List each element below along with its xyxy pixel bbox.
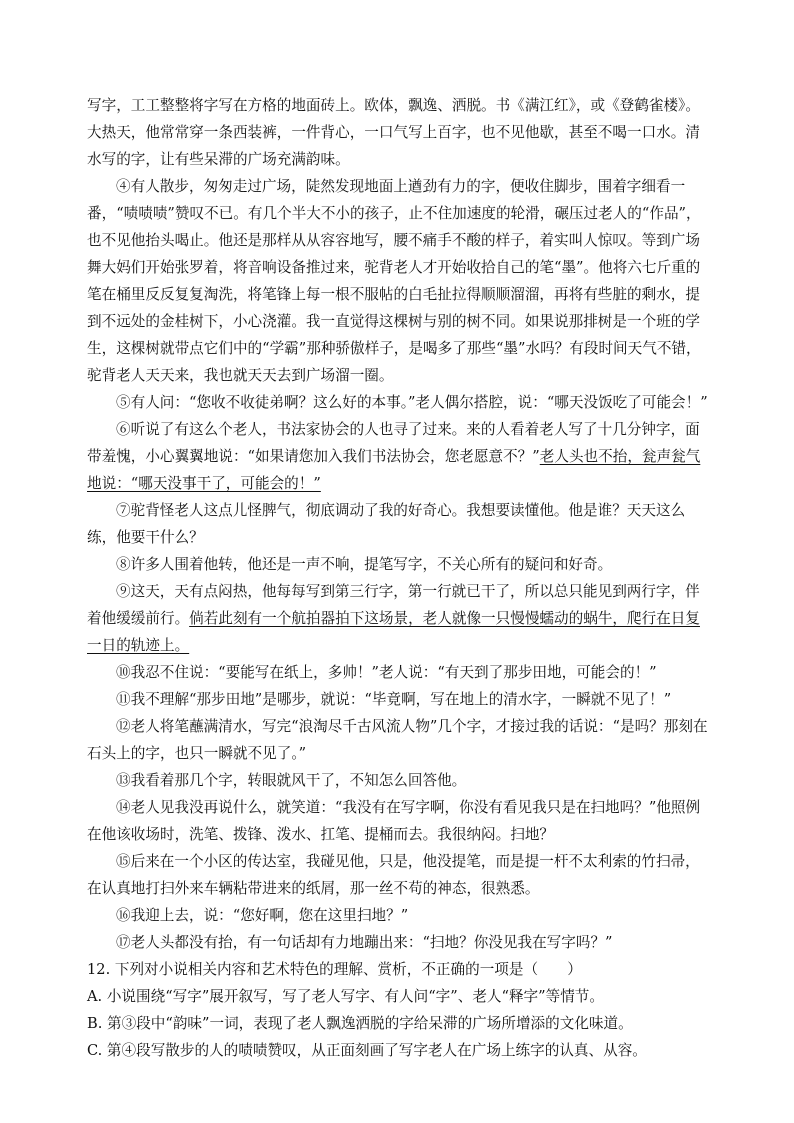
paragraph-p14 (87, 794, 709, 848)
reading-passage (87, 92, 709, 1064)
paragraph-text: ④有人散步，匆匆走过广场，陡然发现地面上遒劲有力的字，便收住脚步，围着字细看一番，“啧啧啧”赞叹不已。有几个半大不小的孩子，止不住加速度的轮滑，碾压过老人的“作品”，也不见他抬头喝止。他还是那样从从容容地写，腰不痛手不酸的样子，着实叫人惊叹。等到广场舞大妈们开始张罗着，将音响设备推过来，驼背老人才开始收拾自己的笔“墨”。他将六七斤重的笔在桶里反反复复淘洗，将笔锋上每一根不服帖的白毛扯拉得顺顺溜溜，再将有些脏的剩水，提到不远处的金桂树下，小心浇灌。我一直觉得这棵树与别的树不同。如果说那排树是一个班的学生，这棵树就带点它们中的“学霸”那种骄傲样子，是喝多了那些“墨”水吗？有段时间天气不错，驼背老人天天来，我也就天天去到广场溜一圈。 (87, 178, 701, 384)
paragraph-text: ⑥听说了有这么个老人，书法家协会的人也寻了过来。来的人看着老人写了十几分钟字，面带羞愧，小心翼翼地说：“如果请您加入我们书法协会，您老愿意不？” (87, 421, 700, 465)
paragraph-p13 (87, 767, 709, 794)
paragraph-p5 (87, 389, 709, 416)
paragraph-p4 (87, 173, 709, 389)
paragraph-p6 (87, 416, 709, 497)
paragraph-p16 (87, 902, 709, 929)
paragraph-p7 (87, 497, 709, 551)
paragraph-p17 (87, 929, 709, 956)
paragraph-text: ⑬我看着那几个字，转眼就风干了，不知怎么回答他。 (116, 772, 467, 789)
paragraph-text: ⑦驼背怪老人这点儿怪脾气，彻底调动了我的好奇心。我想要读懂他。他是谁？天天这么练，他要干什么？ (87, 502, 686, 546)
option-b: B. 第③段中“韵味”一词，表现了老人飘逸洒脱的字给呆滞的广场所增添的文化味道。 (87, 1015, 633, 1032)
paragraph-p12 (87, 713, 709, 767)
paragraph-text: ⑪我不理解“那步田地”是哪步，就说：“毕竟啊，写在地上的清水字，一瞬就不见了！” (116, 691, 672, 708)
passage-paragraphs (87, 92, 709, 956)
paragraph-text: ⑩我忍不住说：“要能写在纸上，多帅！”老人说：“有天到了那步田地，可能会的！” (116, 664, 657, 681)
paragraph-text: ⑧许多人围着他转，他还是一声不响，提笔写字，不关心所有的疑问和好奇。 (116, 556, 613, 573)
paragraph-text: 写字，工工整整将字写在方格的地面砖上。欧体，飘逸、洒脱。书《满江红》，或《登鹤雀楼》。大热天，他常常穿一条西装裤，一件背心，一口气写上百字，也不见他歇，甚至不喝一口水。清水写的字，让有些呆滞的广场充满韵味。 (87, 97, 700, 168)
underlined-sentence: 倘若此刻有一个航拍器拍下这场景，老人就像一只慢慢蠕动的蜗牛，爬行在日复一日的轨迹上。 (87, 610, 700, 654)
paragraph-text: ⑫老人将笔蘸满清水，写完“浪淘尽千古风流人物”几个字，才接过我的话说：“是吗？那刻在石头上的字，也只一瞬就不见了。” (87, 718, 708, 762)
paragraph-p15 (87, 848, 709, 902)
paragraph-text: ⑭老人见我没再说什么，就笑道：“我没有在写字啊，你没有看见我只是在扫地吗？”他照例在他该收场时，洗笔、拨锋、泼水、扛笔、提桶而去。我很纳闷。扫地？ (87, 799, 701, 843)
paragraph-text: ⑯我迎上去，说：“您好啊，您在这里扫地？” (116, 907, 409, 924)
option-a: A. 小说围绕“写字”展开叙写，写了老人写字、有人问“字”、老人“释字”等情节。 (87, 988, 604, 1005)
underlined-sentence: 老人头也不抬，瓮声瓮气地说：“哪天没事干了，可能会的！” (87, 448, 701, 492)
paragraph-text: ⑰老人头都没有抬，有一句话却有力地蹦出来：“扫地？你没见我在写字吗？” (116, 934, 613, 951)
paragraph-p9 (87, 578, 709, 659)
question-stem: 12. 下列对小说相关内容和艺术特色的理解、赏析，不正确的一项是（ ） (87, 961, 582, 978)
paragraph-text: ⑨这天，天有点闷热，他每每写到第三行字，第一行就已干了，所以总只能见到两行字，伴着他缓缓前行。 (87, 583, 700, 627)
paragraph-p8 (87, 551, 709, 578)
paragraph-text: ⑤有人问：“您收不收徒弟啊？这么好的本事。”老人偶尔搭腔，说：“哪天没饭吃了可能会！” (116, 394, 708, 411)
question-12 (87, 956, 709, 1064)
paragraph-p3_tail (87, 92, 709, 173)
paragraph-text: ⑮后来在一个小区的传达室，我碰见他，只是，他没提笔，而是提一杆不太利索的竹扫帚，在认真地打扫外来车辆粘带进来的纸屑，那一丝不苟的神态，很熟悉。 (87, 853, 700, 897)
option-c: C. 第④段写散步的人的啧啧赞叹，从正面刻画了写字老人在广场上练字的认真、从容。 (87, 1042, 647, 1059)
paragraph-p10 (87, 659, 709, 686)
paragraph-p11 (87, 686, 709, 713)
